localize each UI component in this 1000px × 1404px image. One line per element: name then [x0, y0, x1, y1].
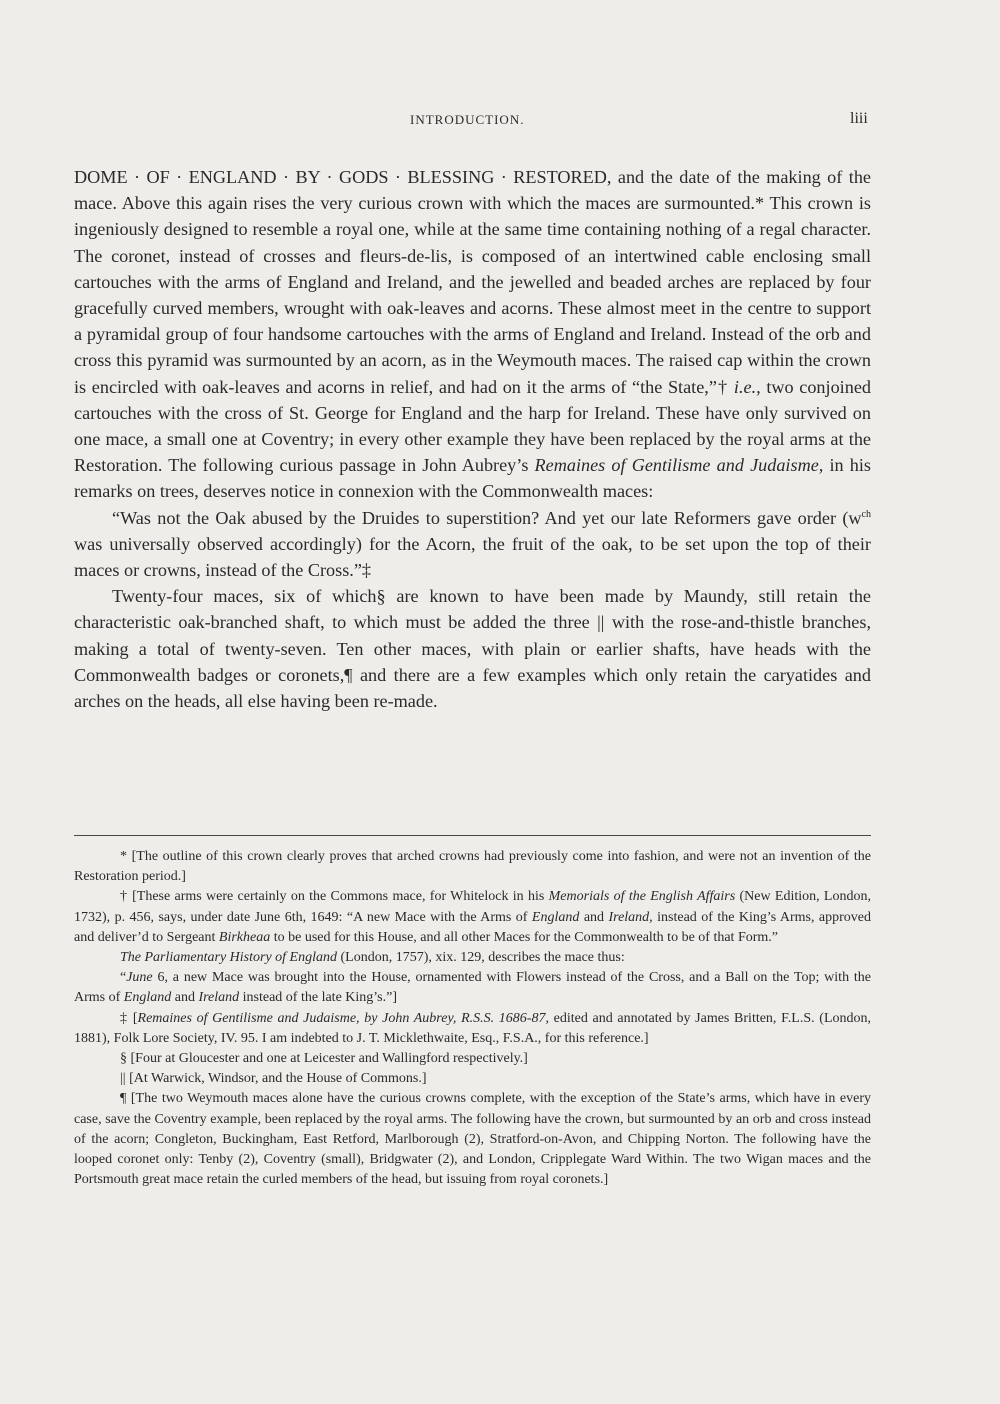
paragraph-quotation	[74, 505, 871, 584]
italic-run: England	[531, 909, 580, 925]
text-run: (New Edition, London, 1732), p. 456, says, under date June 6th, 1649: “A new Mace with the Arms of	[74, 889, 871, 925]
footnote-parallel: || [At Warwick, Windsor, and the House of Commons.]	[120, 1071, 427, 1087]
italic-run: Ireland	[198, 990, 240, 1006]
italic-run: Memorials of the English Affairs	[548, 889, 736, 905]
footnote-june-quote	[74, 968, 871, 1008]
text-run: was universally observed accordingly) for the Acorn, the fruit of the oak, to be set upon the top of their maces or crowns, instead of the Cross.”‡	[74, 533, 871, 581]
text-run: edited and annotated by James Britten, F.L.S. (London, 1881), Folk Lore Society, IV. 95. I am indebted to J. T. Micklethwaite, Esq., F.S.A., for this reference.]	[74, 1010, 871, 1046]
text-run: “	[120, 970, 127, 986]
text-run: 6, a new Mace was brought into the House, ornamented with Flowers instead of the Cross, and a Ball on the Top; with the Arms of	[74, 970, 871, 1006]
footnote-double-dagger	[74, 1009, 871, 1049]
text-run: in his remarks on trees, deserves notice in connexion with the Commonwealth maces:	[74, 455, 871, 502]
italic-run: i.e.,	[733, 376, 761, 397]
text-run: instead of the King’s Arms, approved and deliver’d to Sergeant	[74, 909, 872, 945]
superscript: ch	[861, 508, 871, 520]
running-head: INTRODUCTION.	[410, 112, 525, 127]
body-text	[74, 164, 871, 714]
footnote-dagger	[74, 887, 871, 948]
page-number: liii	[850, 110, 868, 127]
footnote-star: * [The outline of this crown clearly proves that arched crowns had previously come into fashion, and were not an invention of the Restoration period.]	[74, 849, 871, 885]
footnote-pilcrow: ¶ [The two Weymouth maces alone have the curious crowns complete, with the exception of the State’s arms, which have in every case, save the Coventry example, been replaced by the royal arms. The following have the crown, but surmounted by an orb and cross instead of the acorn; Congleton, Buckingham, East Retford, Marlborough (2), Stratford-on-Avon, and Chipping Norton. The following have the looped coronet only: Tenby (2), Coventry (small), Bridgwater (2), and London, Cripplegate Ward Within. The two Wigan maces and the Portsmouth great mace retain the curled members of the head, but issuing from royal coronets.]	[74, 1091, 871, 1188]
footnote-parliamentary-history	[74, 948, 871, 968]
text-run: and	[579, 909, 609, 925]
paragraph-crown-description	[74, 164, 871, 505]
text-run: “Was not the Oak abused by the Druides to superstition? And yet our late Reformers gave order (w	[112, 507, 862, 528]
footnote-divider	[74, 835, 871, 836]
book-title: The Parliamentary History of England	[120, 950, 337, 966]
footnote-section: § [Four at Gloucester and one at Leicester and Wallingford respectively.]	[120, 1051, 528, 1067]
text-run: instead of the late King’s.”]	[239, 990, 397, 1006]
text-run: ‡ [	[120, 1010, 138, 1026]
text-run: two conjoined cartouches with the cross of St. George for England and the harp for Ireland. These have only survived on one mace, a small one at Coventry; in every other example they have been replaced by the royal arms at the Restoration. The following curious passage in John Aubrey’s	[74, 376, 871, 476]
italic-run: June	[126, 970, 153, 986]
italic-run: Ireland,	[608, 909, 653, 925]
italic-run: England	[123, 990, 172, 1006]
footnotes	[74, 847, 871, 1190]
page-header	[0, 112, 1000, 132]
text-run: † [These arms were certainly on the Commons mace, for Whitelock in his	[120, 889, 549, 905]
text-run: (London, 1757), xix. 129, describes the mace thus:	[337, 950, 625, 966]
book-title: Remaines of Gentilisme and Judaisme,	[534, 455, 824, 476]
text-run: to be used for this House, and all other Maces for the Commonwealth to be of that Form.”	[270, 929, 778, 945]
text-run: and	[171, 990, 199, 1006]
italic-run: Birkheaa	[218, 929, 271, 945]
text-run: DOME · OF · ENGLAND · BY · GODS · BLESSING · RESTORED, and the date of the making of the mace. Above this again rises the very curious crown with which the maces are surmounted.* This crown is ingeniously designed to resemble a royal one, while at the same time containing nothing of a regal character. The coronet, instead of crosses and fleurs-de-lis, is composed of an intertwined cable enclosing small cartouches with the arms of England and Ireland, and the jewelled and beaded arches are replaced by four gracefully curved members, wrought with oak-leaves and acorns. These almost meet in the centre to support a pyramidal group of four handsome cartouches with the arms of England and Ireland. Instead of the orb and cross this pyramid was surmounted by an acorn, as in the Weymouth maces. The raised cap within the crown is encircled with oak-leaves and acorns in relief, and had on it the arms of “the State,”†	[74, 167, 871, 397]
book-title: Remaines of Gentilisme and Judaisme, by John Aubrey, R.S.S. 1686-87,	[137, 1010, 549, 1026]
paragraph-mace-count: Twenty-four maces, six of which§ are known to have been made by Maundy, still retain the characteristic oak-branched shaft, to which must be added the three || with the rose-and-thistle branches, making a total of twenty-seven. Ten other maces, with plain or earlier shafts, have heads with the Commonwealth badges or coronets,¶ and there are a few examples which only retain the caryatides and arches on the heads, all else having been re-made.	[74, 586, 871, 712]
